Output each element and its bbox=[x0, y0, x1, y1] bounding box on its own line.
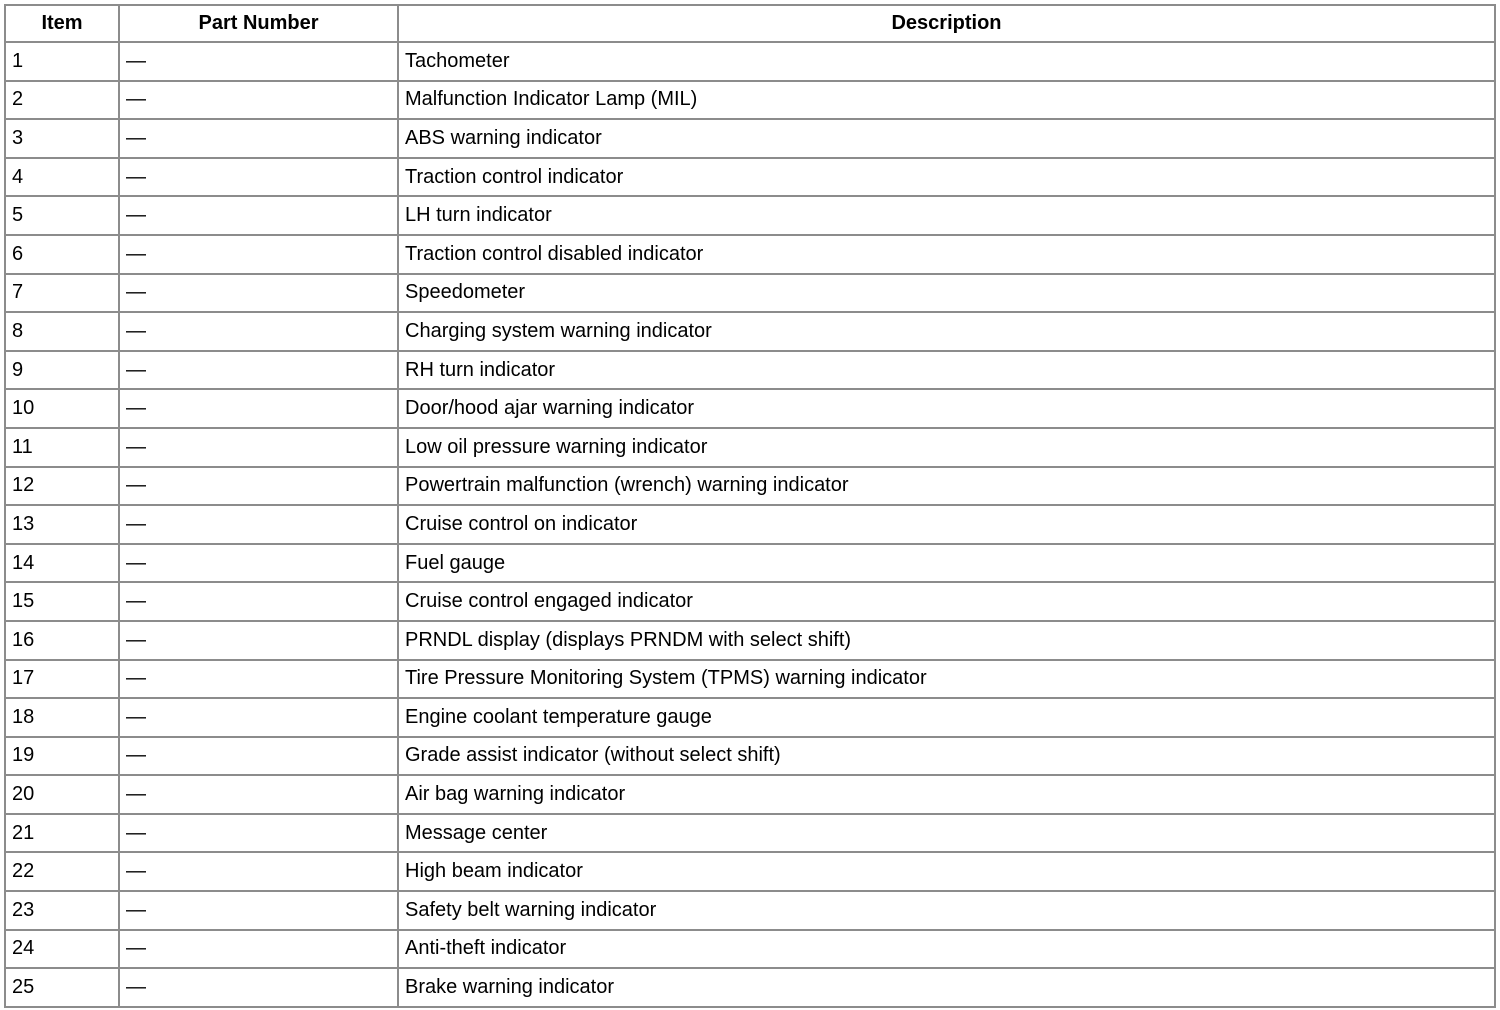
item-cell: 17 bbox=[6, 661, 120, 700]
part-number-cell: — bbox=[120, 545, 399, 584]
item-cell: 19 bbox=[6, 738, 120, 777]
description-cell: Traction control indicator bbox=[399, 159, 1496, 198]
description-cell: Fuel gauge bbox=[399, 545, 1496, 584]
item-cell: 8 bbox=[6, 313, 120, 352]
part-number-cell: — bbox=[120, 197, 399, 236]
part-number-cell: — bbox=[120, 661, 399, 700]
table-row bbox=[6, 275, 1496, 314]
table-row bbox=[6, 82, 1496, 121]
description-cell: Anti-theft indicator bbox=[399, 931, 1496, 970]
description-cell: Low oil pressure warning indicator bbox=[399, 429, 1496, 468]
part-number-cell: — bbox=[120, 969, 399, 1008]
part-number-cell: — bbox=[120, 82, 399, 121]
table-row bbox=[6, 43, 1496, 82]
part-number-cell: — bbox=[120, 776, 399, 815]
item-cell: 10 bbox=[6, 390, 120, 429]
header-row bbox=[6, 6, 1496, 43]
table-row bbox=[6, 969, 1496, 1008]
item-cell: 15 bbox=[6, 583, 120, 622]
item-cell: 20 bbox=[6, 776, 120, 815]
part-number-cell: — bbox=[120, 429, 399, 468]
table-row bbox=[6, 738, 1496, 777]
item-cell: 18 bbox=[6, 699, 120, 738]
description-cell: High beam indicator bbox=[399, 853, 1496, 892]
item-cell: 12 bbox=[6, 468, 120, 507]
item-cell: 23 bbox=[6, 892, 120, 931]
description-cell: Brake warning indicator bbox=[399, 969, 1496, 1008]
table-header bbox=[6, 6, 1496, 43]
table-row bbox=[6, 545, 1496, 584]
description-cell: Grade assist indicator (without select shift) bbox=[399, 738, 1496, 777]
item-cell: 11 bbox=[6, 429, 120, 468]
description-cell: ABS warning indicator bbox=[399, 120, 1496, 159]
item-cell: 14 bbox=[6, 545, 120, 584]
table-row bbox=[6, 197, 1496, 236]
table-row bbox=[6, 468, 1496, 507]
part-number-cell: — bbox=[120, 699, 399, 738]
item-cell: 13 bbox=[6, 506, 120, 545]
item-cell: 9 bbox=[6, 352, 120, 391]
description-cell: Safety belt warning indicator bbox=[399, 892, 1496, 931]
table-row bbox=[6, 776, 1496, 815]
table-row bbox=[6, 661, 1496, 700]
part-number-cell: — bbox=[120, 583, 399, 622]
part-number-cell: — bbox=[120, 468, 399, 507]
part-number-cell: — bbox=[120, 43, 399, 82]
table-row bbox=[6, 313, 1496, 352]
part-number-cell: — bbox=[120, 120, 399, 159]
item-cell: 5 bbox=[6, 197, 120, 236]
part-number-cell: — bbox=[120, 506, 399, 545]
item-cell: 1 bbox=[6, 43, 120, 82]
item-cell: 4 bbox=[6, 159, 120, 198]
description-cell: Speedometer bbox=[399, 275, 1496, 314]
description-cell: Tire Pressure Monitoring System (TPMS) warning indicator bbox=[399, 661, 1496, 700]
table-row bbox=[6, 853, 1496, 892]
table-row bbox=[6, 429, 1496, 468]
table-row bbox=[6, 236, 1496, 275]
part-number-cell: — bbox=[120, 853, 399, 892]
item-cell: 7 bbox=[6, 275, 120, 314]
description-cell: LH turn indicator bbox=[399, 197, 1496, 236]
table-row bbox=[6, 699, 1496, 738]
table-row bbox=[6, 622, 1496, 661]
description-cell: PRNDL display (displays PRNDM with select shift) bbox=[399, 622, 1496, 661]
description-cell: RH turn indicator bbox=[399, 352, 1496, 391]
item-cell: 25 bbox=[6, 969, 120, 1008]
item-cell: 22 bbox=[6, 853, 120, 892]
part-number-cell: — bbox=[120, 352, 399, 391]
part-number-cell: — bbox=[120, 931, 399, 970]
table-row bbox=[6, 892, 1496, 931]
table-row bbox=[6, 352, 1496, 391]
part-number-cell: — bbox=[120, 622, 399, 661]
description-cell: Cruise control engaged indicator bbox=[399, 583, 1496, 622]
item-cell: 2 bbox=[6, 82, 120, 121]
part-number-cell: — bbox=[120, 275, 399, 314]
item-cell: 6 bbox=[6, 236, 120, 275]
table-row bbox=[6, 583, 1496, 622]
part-number-cell: — bbox=[120, 236, 399, 275]
header-part-number: Part Number bbox=[120, 6, 399, 43]
part-number-cell: — bbox=[120, 313, 399, 352]
parts-table bbox=[4, 4, 1496, 1008]
table-row bbox=[6, 815, 1496, 854]
description-cell: Powertrain malfunction (wrench) warning indicator bbox=[399, 468, 1496, 507]
description-cell: Charging system warning indicator bbox=[399, 313, 1496, 352]
description-cell: Tachometer bbox=[399, 43, 1496, 82]
part-number-cell: — bbox=[120, 390, 399, 429]
header-item: Item bbox=[6, 6, 120, 43]
header-description: Description bbox=[399, 6, 1496, 43]
item-cell: 3 bbox=[6, 120, 120, 159]
parts-table-container bbox=[4, 4, 1496, 1008]
table-row bbox=[6, 506, 1496, 545]
table-row bbox=[6, 931, 1496, 970]
table-body bbox=[6, 43, 1496, 1008]
description-cell: Cruise control on indicator bbox=[399, 506, 1496, 545]
description-cell: Traction control disabled indicator bbox=[399, 236, 1496, 275]
part-number-cell: — bbox=[120, 815, 399, 854]
table-row bbox=[6, 120, 1496, 159]
description-cell: Engine coolant temperature gauge bbox=[399, 699, 1496, 738]
table-row bbox=[6, 159, 1496, 198]
description-cell: Air bag warning indicator bbox=[399, 776, 1496, 815]
item-cell: 21 bbox=[6, 815, 120, 854]
part-number-cell: — bbox=[120, 738, 399, 777]
item-cell: 24 bbox=[6, 931, 120, 970]
part-number-cell: — bbox=[120, 159, 399, 198]
table-row bbox=[6, 390, 1496, 429]
item-cell: 16 bbox=[6, 622, 120, 661]
part-number-cell: — bbox=[120, 892, 399, 931]
description-cell: Malfunction Indicator Lamp (MIL) bbox=[399, 82, 1496, 121]
description-cell: Door/hood ajar warning indicator bbox=[399, 390, 1496, 429]
description-cell: Message center bbox=[399, 815, 1496, 854]
